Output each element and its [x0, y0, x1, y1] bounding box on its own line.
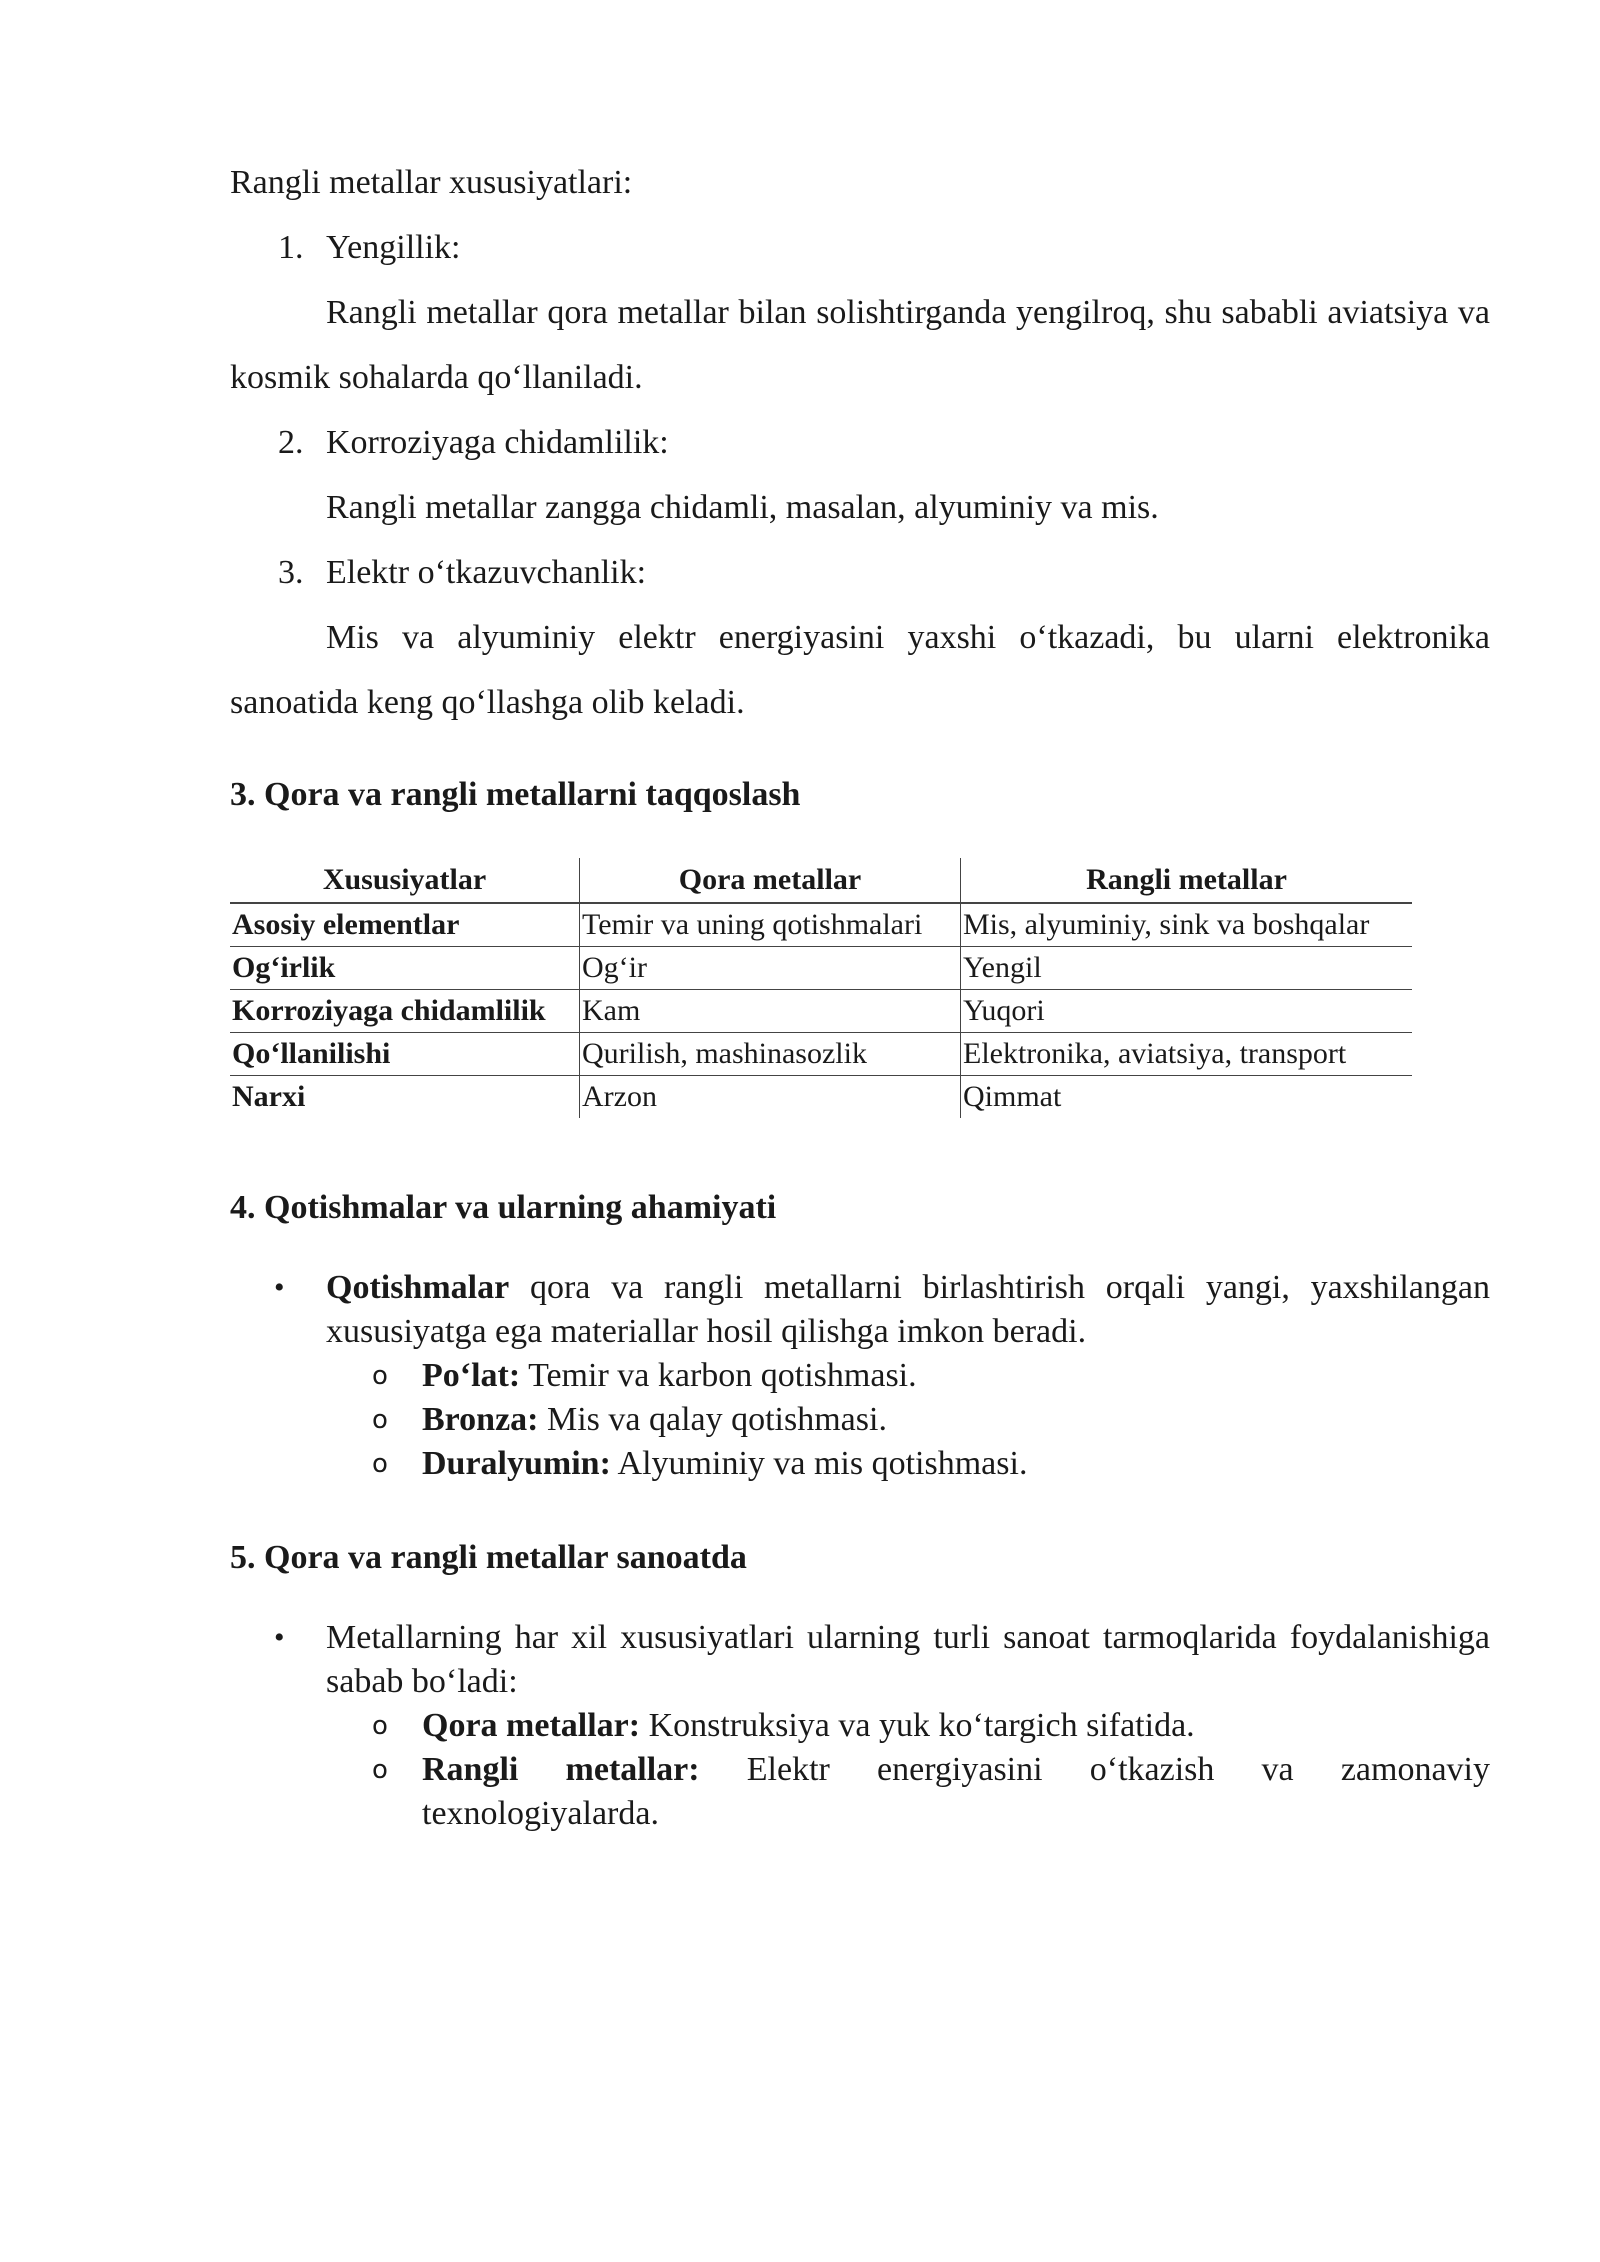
- bullet-item: [230, 1616, 1490, 1704]
- table-cell: Qurilish, mashinasozlik: [580, 1033, 961, 1076]
- sub-list-item: [326, 1704, 1490, 1748]
- sub-bullet-marker: o: [372, 1755, 388, 1785]
- intro-title: Rangli metallar xususiyatlari:: [230, 164, 633, 201]
- table-row: [230, 990, 1412, 1033]
- sub-list: [326, 1704, 1490, 1836]
- sub-list-item: [326, 1398, 1490, 1442]
- table-cell: Temir va uning qotishmalari: [580, 903, 961, 947]
- sub-bullet-marker: o: [372, 1405, 388, 1435]
- bullet-marker: •: [274, 1621, 285, 1654]
- sub-text: Konstruksiya va yuk ko‘targich sifatida.: [640, 1707, 1195, 1744]
- property-item: [230, 410, 1490, 475]
- sub-bullet-marker: o: [372, 1711, 388, 1741]
- table-header-cell: Rangli metallar: [961, 858, 1413, 903]
- bullet-body: qora va rangli metallarni birlashtirish orqali yangi, yaxshilangan xususiyatga ega materiallar hosil qilishga imkon beradi.: [326, 1269, 1490, 1350]
- property-text: Rangli metallar zangga chidamli, masalan, alyuminiy va mis.: [326, 489, 1159, 526]
- sub-list: [326, 1354, 1490, 1486]
- table-cell: Korroziyaga chidamlilik: [230, 990, 580, 1033]
- table-header-row: [230, 858, 1412, 903]
- table-cell: Elektronika, aviatsiya, transport: [961, 1033, 1413, 1076]
- sub-text: Mis va qalay qotishmasi.: [538, 1401, 887, 1438]
- table-row: [230, 947, 1412, 990]
- list-number: 2.: [278, 424, 304, 461]
- sub-list-item: [326, 1442, 1490, 1486]
- table-cell: Narxi: [232, 1080, 306, 1113]
- sub-bullet-marker: o: [372, 1361, 388, 1391]
- sub-term: Po‘lat:: [422, 1357, 521, 1394]
- sub-term: Bronza:: [422, 1401, 539, 1438]
- comparison-table: [230, 858, 1412, 1118]
- sub-text: Temir va karbon qotishmasi.: [520, 1357, 917, 1394]
- section-heading: 4. Qotishmalar va ularning ahamiyati: [230, 1189, 777, 1226]
- property-item: [230, 215, 1490, 280]
- property-title: Korroziyaga chidamlilik:: [326, 424, 669, 461]
- bullet-text: [326, 1266, 1490, 1354]
- section-heading: 5. Qora va rangli metallar sanoatda: [230, 1539, 747, 1576]
- property-title: Elektr o‘tkazuvchanlik:: [326, 554, 647, 591]
- sub-term: Rangli metallar:: [422, 1751, 700, 1788]
- document-page: [230, 150, 1490, 1836]
- table-row: [230, 1076, 1412, 1119]
- property-title: Yengillik:: [326, 229, 461, 266]
- list-number: 3.: [278, 554, 304, 591]
- table-header-cell: Qora metallar: [580, 858, 961, 903]
- bullet-bold-term: Qotishmalar: [326, 1269, 510, 1306]
- table-cell: Og‘ir: [580, 947, 961, 990]
- table-row: [230, 903, 1412, 947]
- table-cell: Yengil: [961, 947, 1413, 990]
- table-cell: Asosiy elementlar: [230, 903, 580, 947]
- bullet-item: [230, 1266, 1490, 1354]
- table-cell: Yuqori: [961, 990, 1413, 1033]
- table-cell: Og‘irlik: [230, 947, 580, 990]
- list-number: 1.: [278, 229, 304, 266]
- table-cell: Arzon: [580, 1076, 961, 1119]
- property-item: [230, 540, 1490, 605]
- sub-term: Qora metallar:: [422, 1707, 641, 1744]
- sub-list-item: [326, 1354, 1490, 1398]
- bullet-marker: •: [274, 1271, 285, 1304]
- sub-term: Duralyumin:: [422, 1445, 611, 1482]
- bullet-text: Metallarning har xil xususiyatlari ularning turli sanoat tarmoqlarida foydalanishiga sabab bo‘ladi:: [326, 1619, 1490, 1700]
- table-cell: Kam: [580, 990, 961, 1033]
- table-row: [230, 1033, 1412, 1076]
- section-heading: 3. Qora va rangli metallarni taqqoslash: [230, 776, 801, 813]
- sub-list-item: [326, 1748, 1490, 1836]
- table-header-cell: Xususiyatlar: [230, 858, 580, 903]
- property-text: Rangli metallar qora metallar bilan solishtirganda yengilroq, shu sababli aviatsiya va kosmik sohalarda qo‘llaniladi.: [230, 294, 1490, 396]
- sub-bullet-marker: o: [372, 1449, 388, 1479]
- table-cell: Qimmat: [961, 1076, 1413, 1119]
- sub-text: Elektr energiyasini o‘tkazish va zamonaviy texnologiyalarda.: [422, 1751, 1490, 1832]
- table-cell: Mis, alyuminiy, sink va boshqalar: [961, 903, 1413, 947]
- table-cell: Qo‘llanilishi: [230, 1033, 580, 1076]
- property-text: Mis va alyuminiy elektr energiyasini yaxshi o‘tkazadi, bu ularni elektronika sanoatida keng qo‘llashga olib keladi.: [230, 619, 1490, 721]
- sub-text: Alyuminiy va mis qotishmasi.: [610, 1445, 1028, 1482]
